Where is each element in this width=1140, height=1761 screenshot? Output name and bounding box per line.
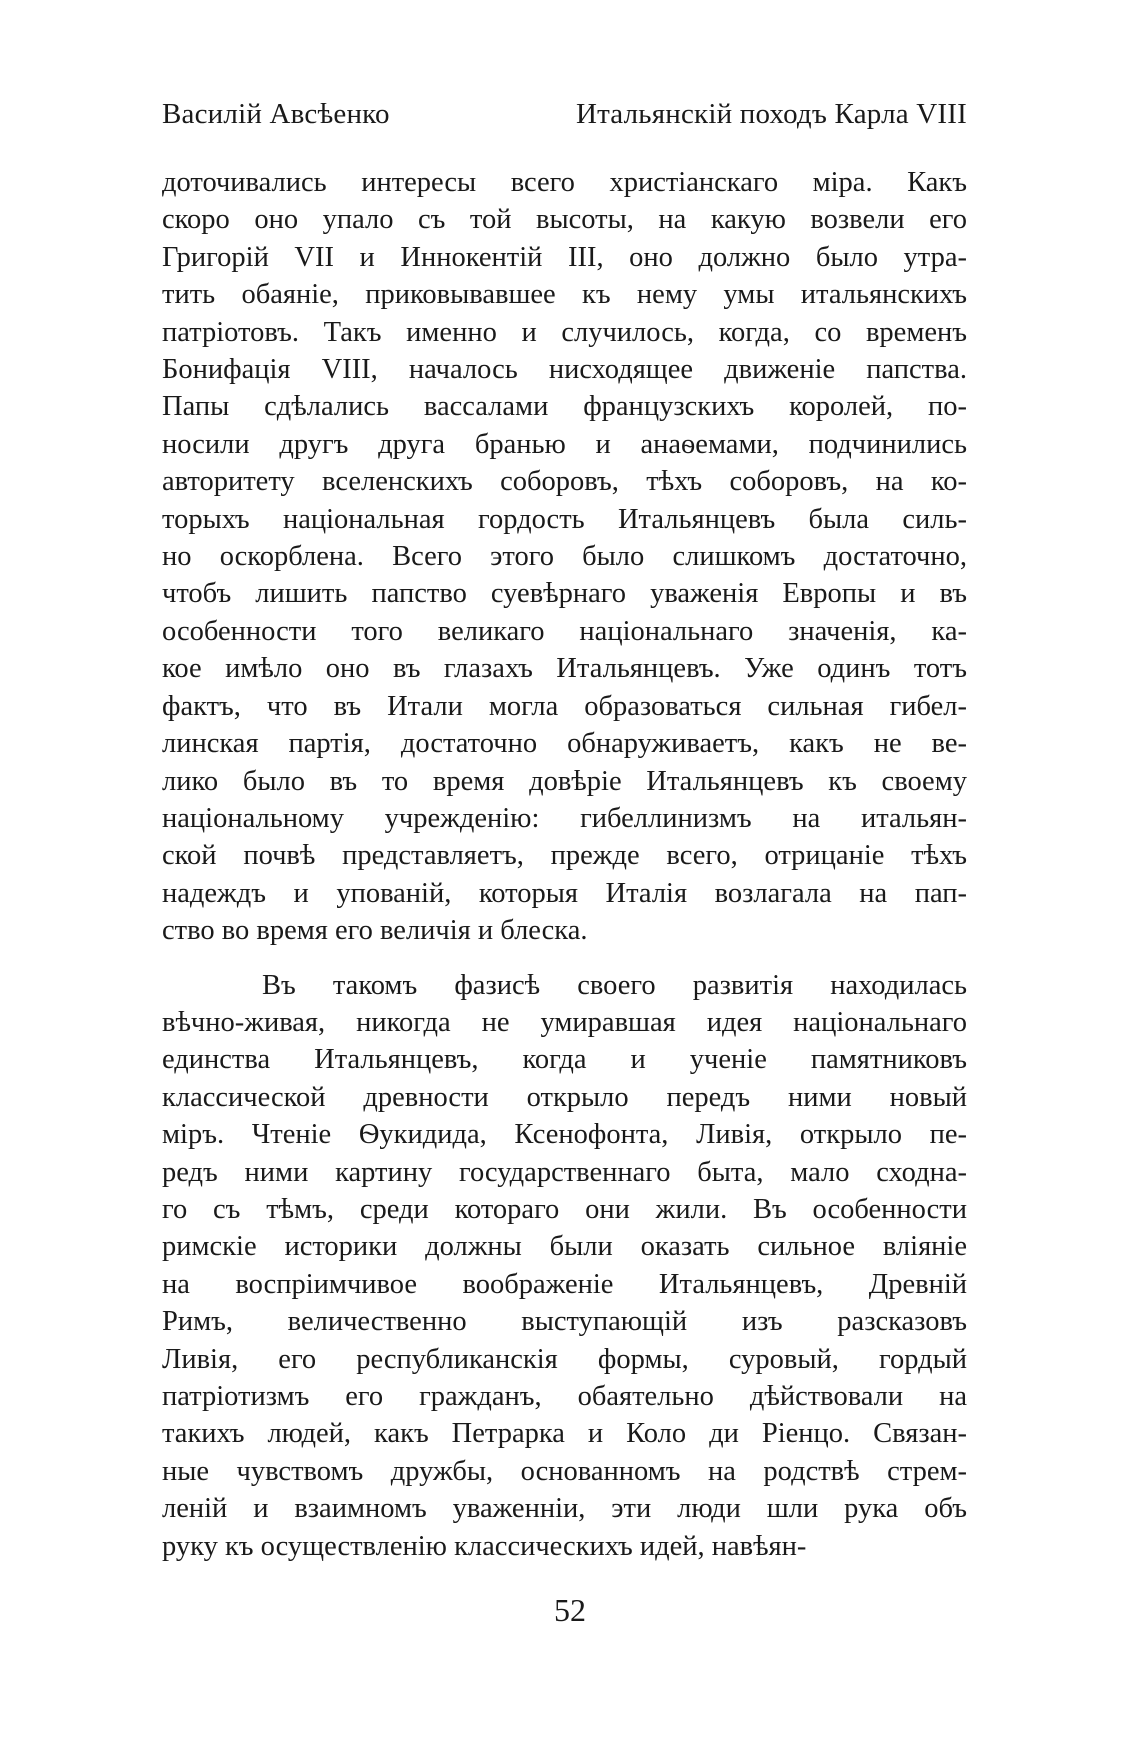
text-line: вѣчно-живая, никогда не умиравшая идея національнаго — [162, 1006, 967, 1038]
text-line: скоро оно упало съ той высоты, на какую возвели его — [162, 204, 967, 236]
text-line: такихъ людей, какъ Петрарка и Коло ди Ріенцо. Связан- — [162, 1418, 967, 1450]
text-line: тить обаяніе, приковывавшее къ нему умы итальянскихъ — [162, 279, 967, 311]
text-line: торыхъ національная гордость Итальянцевъ была силь- — [162, 503, 967, 535]
text-line: фактъ, что въ Итали могла образоваться сильная гибел- — [162, 690, 967, 722]
text-line: патріотизмъ его гражданъ, обаятельно дѣйствовали на — [162, 1381, 967, 1412]
paragraph — [162, 164, 967, 950]
text-line: міръ. Чтеніе Ѳукидида, Ксенофонта, Ливія, открыло пе- — [162, 1119, 967, 1151]
text-line: ные чувствомъ дружбы, основанномъ на родствѣ стрем- — [162, 1455, 967, 1487]
text-line: Бонифація VIII, началось нисходящее движеніе папства. — [162, 354, 967, 386]
paragraph-gap — [162, 950, 967, 967]
text-line: національному учрежденію: гибеллинизмъ на итальян- — [162, 802, 967, 834]
text-line: единства Итальянцевъ, когда и ученіе памятниковъ — [162, 1044, 967, 1076]
text-line: редъ ними картину государственнаго быта, мало сходна- — [162, 1156, 967, 1188]
text-line: лико было въ то время довѣріе Итальянцевъ къ своему — [162, 765, 967, 797]
text-line: чтобъ лишить папство суевѣрнаго уваженія Европы и въ — [162, 578, 967, 610]
text-line: надеждъ и упованій, которыя Италія возлагала на пап- — [162, 877, 967, 909]
text-line: римскіе историки должны были оказать сильное вліяніе — [162, 1231, 967, 1263]
header-author: Василій Авсѣенко — [162, 98, 390, 130]
text-line: авторитету вселенскихъ соборовъ, тѣхъ соборовъ, на ко- — [162, 466, 967, 498]
text-line: на воспріимчивое воображеніе Итальянцевъ, Древній — [162, 1268, 967, 1300]
text-line: кое имѣло оно въ глазахъ Итальянцевъ. Уже одинъ тотъ — [162, 653, 967, 685]
text-line: Въ такомъ фазисѣ своего развитія находилась — [262, 969, 967, 1001]
text-line: патріотовъ. Такъ именно и случилось, когда, со временъ — [162, 316, 967, 348]
paragraph — [162, 967, 967, 1566]
text-line: классической древности открыло передъ ними новый — [162, 1081, 967, 1113]
text-line: леній и взаимномъ уваженніи, эти люди шли рука объ — [162, 1493, 967, 1525]
text-line: Ливія, его республиканскія формы, суровый, гордый — [162, 1343, 967, 1375]
text-line: го съ тѣмъ, среди котораго они жили. Въ особенности — [162, 1193, 967, 1225]
header-title: Итальянскій походъ Карла VIII — [575, 98, 967, 130]
text-line: доточивались интересы всего христіанскаго міра. Какъ — [162, 167, 967, 198]
page-number: 52 — [554, 1592, 586, 1628]
text-line: Папы сдѣлались вассалами французскихъ королей, по- — [162, 391, 967, 423]
text-line: носили другъ друга бранью и анаѳемами, подчинились — [162, 428, 967, 460]
text-line: руку къ осуществленію классическихъ идей, навѣян- — [162, 1530, 807, 1562]
running-header — [162, 98, 967, 138]
text-line: линская партія, достаточно обнаруживаетъ, какъ не ве- — [162, 728, 967, 760]
text-line: ской почвѣ представляетъ, прежде всего, отрицаніе тѣхъ — [162, 840, 967, 872]
body-text — [162, 164, 967, 1565]
text-line: но оскорблена. Всего этого было слишкомъ достаточно, — [162, 541, 967, 573]
text-line: Григорій VII и Иннокентій III, оно должно было утра- — [162, 241, 967, 273]
text-line: ство во время его величія и блеска. — [162, 915, 588, 947]
text-line: особенности того великаго національнаго значенія, ка- — [162, 615, 967, 647]
text-line: Римъ, величественно выступающій изъ разсказовъ — [162, 1306, 967, 1338]
